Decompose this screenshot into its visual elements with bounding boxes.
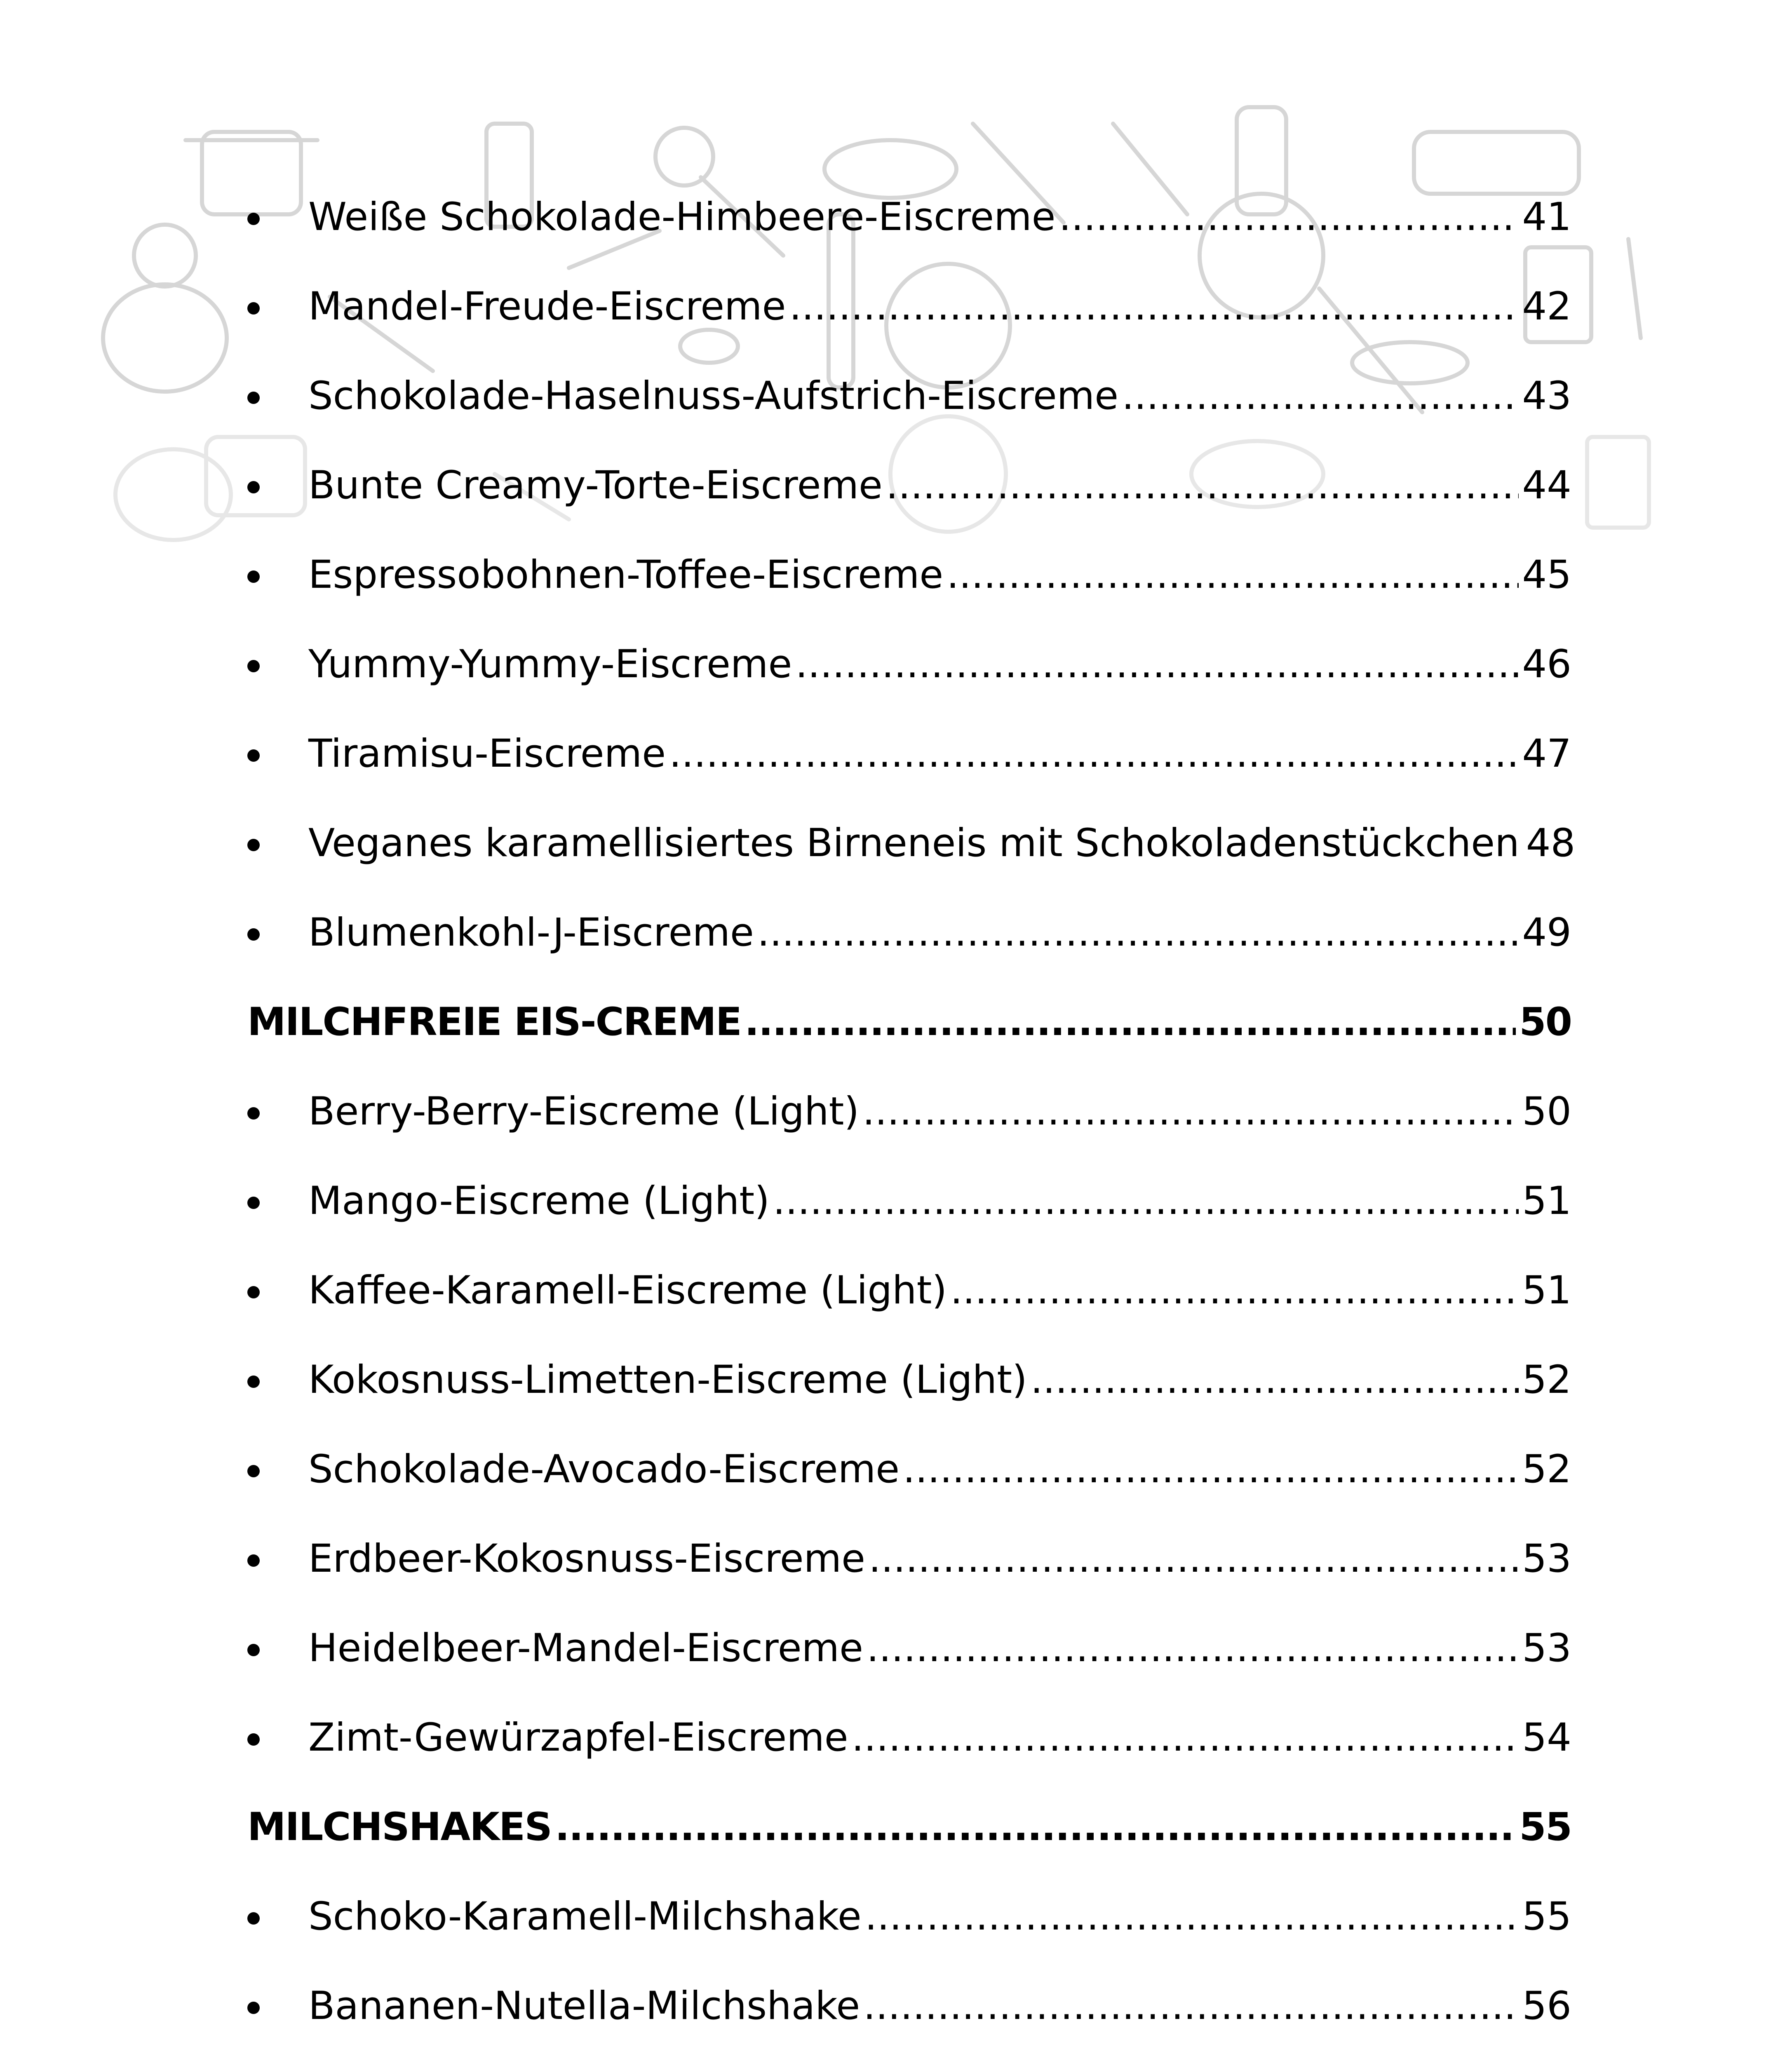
toc-entry-title: Mandel-Freude-Eiscreme (308, 284, 786, 329)
toc-entry-title: Zimt-Gewürzapfel-Eiscreme (308, 1715, 848, 1760)
toc-entry-title: Heidelbeer-Mandel-Eiscreme (308, 1626, 863, 1671)
toc-page-number: 49 (1522, 910, 1571, 955)
toc-entry-title: Schokolade-Haselnuss-Aufstrich-Eiscreme (308, 373, 1119, 418)
toc-entry-title: MILCHSHAKES (247, 1805, 552, 1850)
toc-entry-title: Weiße Schokolade-Himbeere-Eiscreme (308, 195, 1056, 239)
toc-entry-line (308, 1961, 1571, 2051)
dot-leader (1031, 1357, 1519, 1402)
toc-page-number: 42 (1522, 284, 1571, 329)
toc-entry-title: Blumenkohl-J-Eiscreme (308, 910, 754, 955)
dot-leader (1122, 373, 1519, 418)
toc-page-number: 41 (1522, 195, 1571, 239)
toc-page-number: 51 (1522, 1268, 1571, 1313)
toc-page-number: 47 (1522, 731, 1571, 776)
bullet-icon (247, 839, 260, 851)
dot-leader (862, 1089, 1519, 1134)
toc-entry-title: Berry-Berry-Eiscreme (Light) (308, 1089, 860, 1134)
toc-entry[interactable] (247, 2051, 1571, 2061)
toc-page-number: 56 (1522, 1984, 1571, 2028)
toc-page-number: 46 (1522, 642, 1571, 687)
bullet-icon (247, 1197, 260, 1209)
toc-page-number: 55 (1522, 1894, 1571, 1939)
bullet-icon (247, 928, 260, 941)
dot-leader (903, 1447, 1519, 1492)
dot-leader (852, 1715, 1519, 1760)
toc-page-number: 54 (1522, 1715, 1571, 1760)
bullet-icon (247, 302, 260, 315)
toc-page-number: 43 (1522, 373, 1571, 418)
toc-entry-title: Tiramisu-Eiscreme (308, 731, 666, 776)
toc-entry-title: MILCHFREIE EIS-CREME (247, 1000, 742, 1045)
toc-entry-title: Mango-Eiscreme (Light) (308, 1178, 770, 1223)
dot-leader (863, 1984, 1519, 2028)
dot-leader (886, 463, 1519, 508)
toc-entry-line (308, 620, 1571, 709)
toc-entry[interactable] (247, 441, 1571, 530)
bullet-icon (247, 2002, 260, 2014)
bullet-icon (247, 1644, 260, 1656)
toc-entry[interactable] (247, 798, 1576, 888)
dot-leader (795, 642, 1519, 687)
toc-entry[interactable] (247, 1603, 1571, 1693)
toc-entry-line (247, 977, 1571, 1067)
dot-leader (865, 1894, 1519, 1939)
toc-page-number: 55 (1519, 1805, 1571, 1850)
toc-entry[interactable] (247, 1335, 1571, 1425)
dot-leader (867, 1626, 1519, 1671)
toc-entry[interactable] (247, 530, 1571, 620)
bullet-icon (247, 1107, 260, 1120)
dot-leader (950, 1268, 1519, 1313)
bullet-icon (247, 660, 260, 672)
toc-entry[interactable] (247, 1156, 1571, 1246)
toc-entry[interactable] (247, 620, 1571, 709)
bullet-icon (247, 1554, 260, 1567)
toc-page-number: 52 (1522, 1357, 1571, 1402)
toc-entry-line (308, 1335, 1571, 1425)
toc-entry-line (308, 1425, 1571, 1514)
bullet-icon (247, 481, 260, 493)
toc-entry[interactable] (247, 1246, 1571, 1335)
bullet-icon (247, 213, 260, 225)
bullet-icon (247, 1286, 260, 1298)
toc-entry[interactable] (247, 351, 1571, 441)
bullet-icon (247, 392, 260, 404)
toc-entry[interactable] (247, 1693, 1571, 1782)
toc-entry-line (308, 1603, 1571, 1693)
toc-entry-title: Veganes karamellisiertes Birneneis mit Schokoladenstückchen (308, 821, 1520, 866)
toc-page-number: 50 (1519, 1000, 1571, 1045)
toc-entry-title: Bananen-Nutella-Milchshake (308, 1984, 860, 2028)
toc-entry[interactable] (247, 1425, 1571, 1514)
toc-page-number: 48 (1526, 821, 1576, 866)
toc-page-number: 44 (1522, 463, 1571, 508)
toc-page-number: 50 (1522, 1089, 1571, 1134)
toc-entry-line (247, 1782, 1571, 1872)
toc-entry-line (308, 441, 1571, 530)
toc-entry-line (308, 1246, 1571, 1335)
dot-leader (869, 1536, 1519, 1581)
toc-entry-line (308, 351, 1571, 441)
dot-leader (946, 552, 1519, 597)
bullet-icon (247, 1733, 260, 1746)
toc-entry-title: Erdbeer-Kokosnuss-Eiscreme (308, 1536, 865, 1581)
toc-entry[interactable] (247, 1872, 1571, 1961)
toc-page-number: 52 (1522, 1447, 1571, 1492)
dot-leader (757, 910, 1519, 955)
bullet-icon (247, 749, 260, 762)
dot-leader (789, 284, 1519, 329)
toc-entry-line (308, 1514, 1571, 1603)
toc-entry-line (308, 1067, 1571, 1156)
toc-page-number: 53 (1522, 1536, 1571, 1581)
toc-entry-line (308, 172, 1571, 262)
toc-entry-title: Yummy-Yummy-Eiscreme (308, 642, 792, 687)
bullet-icon (247, 1376, 260, 1388)
toc-entry-line (308, 2051, 1571, 2061)
dot-leader (555, 1805, 1516, 1850)
bullet-icon (247, 1465, 260, 1477)
table-of-contents (247, 172, 1576, 2061)
toc-entry[interactable] (247, 1067, 1571, 1156)
toc-section-heading[interactable] (247, 977, 1571, 1067)
toc-entry-title: Bunte Creamy-Torte-Eiscreme (308, 463, 883, 508)
dot-leader (669, 731, 1519, 776)
toc-entry-title: Kokosnuss-Limetten-Eiscreme (Light) (308, 1357, 1027, 1402)
dot-leader (773, 1178, 1519, 1223)
toc-page-number: 45 (1522, 552, 1571, 597)
toc-entry[interactable] (247, 262, 1571, 351)
toc-entry[interactable] (247, 1514, 1571, 1603)
toc-entry[interactable] (247, 888, 1571, 977)
toc-section-heading[interactable] (247, 1782, 1571, 1872)
dot-leader (1059, 195, 1519, 239)
toc-entry[interactable] (247, 1961, 1571, 2051)
toc-entry[interactable] (247, 172, 1571, 262)
toc-entry-line (308, 1872, 1571, 1961)
toc-entry-title: Espressobohnen-Toffee-Eiscreme (308, 552, 944, 597)
toc-entry-line (308, 888, 1571, 977)
toc-entry-line (308, 530, 1571, 620)
toc-entry[interactable] (247, 709, 1571, 798)
toc-page-number: 51 (1522, 1178, 1571, 1223)
toc-entry-line (308, 1156, 1571, 1246)
toc-entry-title: Kaffee-Karamell-Eiscreme (Light) (308, 1268, 947, 1313)
toc-entry-title: Schoko-Karamell-Milchshake (308, 1894, 862, 1939)
toc-entry-line (308, 798, 1576, 888)
bullet-icon (247, 1912, 260, 1925)
toc-entry-line (308, 1693, 1571, 1782)
toc-page-number: 53 (1522, 1626, 1571, 1671)
toc-entry-title: Schokolade-Avocado-Eiscreme (308, 1447, 900, 1492)
toc-entry-line (308, 262, 1571, 351)
bullet-icon (247, 570, 260, 583)
toc-entry-line (308, 709, 1571, 798)
dot-leader (745, 1000, 1516, 1045)
